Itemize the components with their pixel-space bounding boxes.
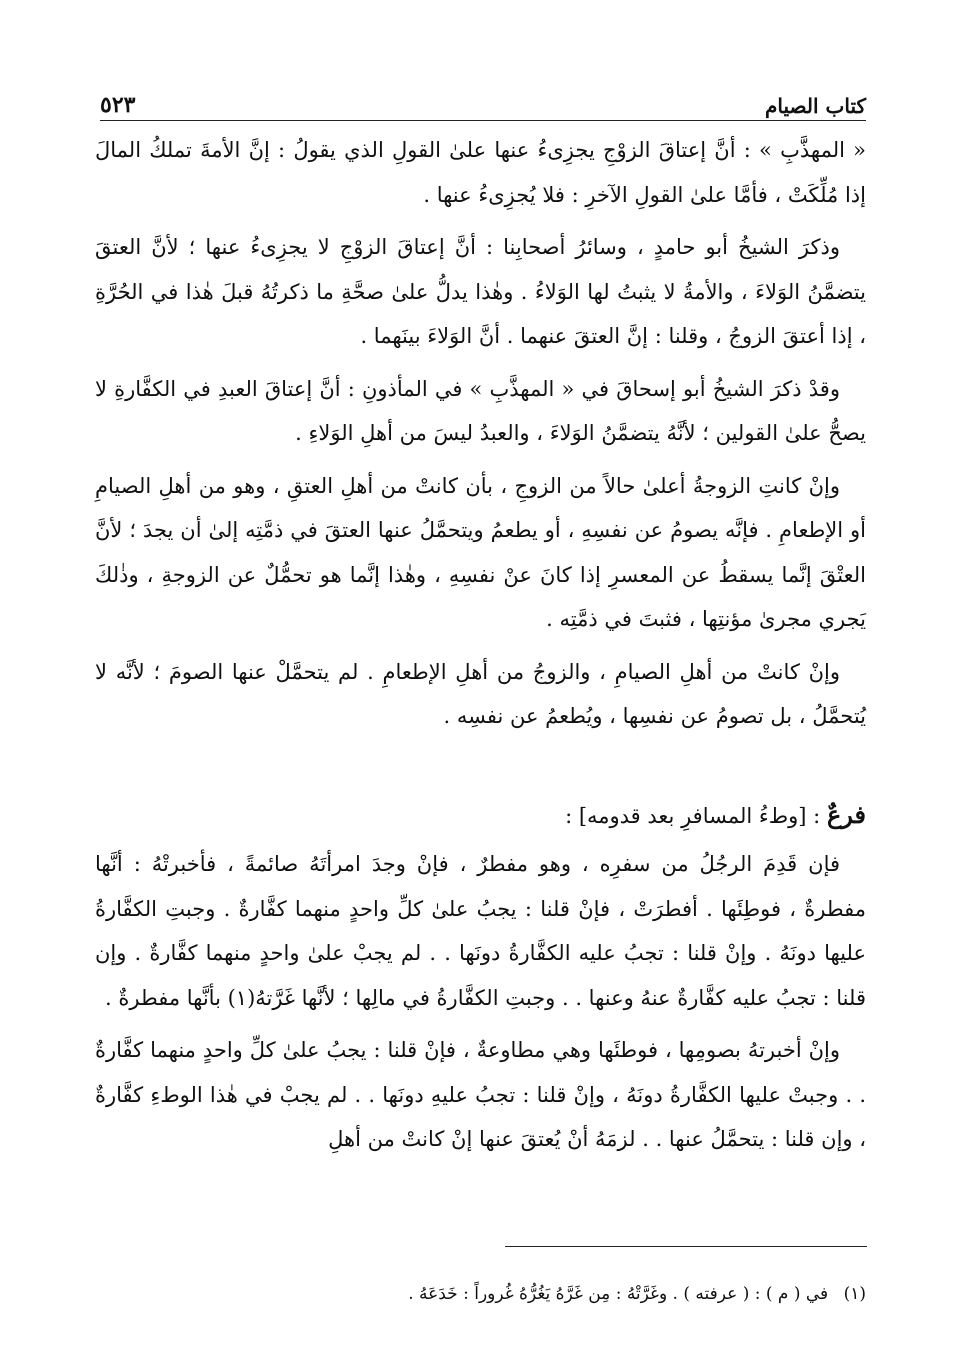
main-text	[95, 128, 866, 1170]
section-title: : [وطءُ المسافرِ بعد قدومه] :	[565, 803, 821, 828]
section-label: فرعٌ	[826, 799, 866, 829]
running-title: كتاب الصيام	[765, 94, 866, 118]
paragraph: فإن قَدِمَ الرجُلُ من سفرِه ، وهو مفطرٌ ، فإنْ وجدَ امرأتَهُ صائمةً ، فأخبرتْهُ : أنَّها مفطرةٌ ، فوطِئَها . أفطرَتْ ، فإنْ قلنا : يجبُ علىٰ كلِّ واحدٍ منهما كفَّارةٌ . وجبتِ الكفَّارةُ عليها دونَهُ . وإنْ قلنا : تجبُ عليه الكفَّارةُ دونَها . . لم يجبْ علىٰ واحدٍ منهما كفَّارةٌ . وإن قلنا : تجبُ عليه كفَّارةٌ عنهُ وعنها . . وجبتِ الكفَّارةُ في مالِها ؛ لأنَّها غَرَّتهُ(١) بأنَّها مفطرةٌ .	[95, 852, 866, 1010]
footnote-number: (١)	[843, 1284, 866, 1304]
paragraph: وإنْ كانتِ الزوجةُ أعلىٰ حالاً من الزوجِ ، بأن كانتْ من أهلِ العتقِ ، وهو من أهلِ الصيامِ أو الإطعامِ . فإنَّه يصومُ عن نفسِهِ ، أو يطعمُ ويتحمَّلُ عنها العتقَ في ذمَّتِه إلىٰ أن يجدَ ؛ لأنَّ العتْقَ إنَّما يسقطُ عن المعسرِ إذا كانَ عنْ نفسِهِ ، وهٰذا إنَّما هو تحمُّلٌ عن الزوجةِ ، وذٰلكَ يَجري مجرىٰ مؤنتِها ، فثبتَ في ذمَّتِه .	[95, 473, 866, 631]
paragraph: « المهذَّبِ » : أنَّ إعتاقَ الزوْجِ يجزِىءُ عنها علىٰ القولِ الذي يقولُ : إنَّ الأمةَ تملكُ المالَ إذا مُلِّكَتْ ، فأمَّا علىٰ القولِ الآخرِ : فلا يُجزِىءُ عنها .	[95, 138, 866, 207]
header-rule	[100, 120, 866, 121]
footnote-text: في ( م ) : ( عرفته ) . وغَرَّتْهُ : مِن غَرَّهُ يَغُرُّهُ غُروراً : خَدَعَهُ .	[408, 1284, 829, 1304]
footnote	[95, 1280, 866, 1308]
paragraph: وقدْ ذكرَ الشيخُ أبو إسحاقَ في « المهذَّبِ » في المأذونِ : أنَّ إعتاقَ العبدِ في الكفَّارةِ لا يصحُّ علىٰ القولين ؛ لأنَّهُ يتضمَّنُ الوَلاءَ ، والعبدُ ليسَ من أهلِ الوَلاءِ .	[95, 376, 866, 445]
paragraph: وذكرَ الشيخُ أبو حامدٍ ، وسائرُ أصحابِنا : أنَّ إعتاقَ الزوْجِ لا يجزِىءُ عنها ؛ لأنَّ العتقَ يتضمَّنُ الوَلاءَ ، والأمةُ لا يثبتُ لها الوَلاءُ . وهٰذا يدلُّ علىٰ صحَّةِ ما ذكرتُهُ قبلَ هٰذا في الحُرَّةِ ، إذا أعتقَ الزوجُ ، وقلنا : إنَّ العتقَ عنهما . أنَّ الوَلاءَ بينَهما .	[95, 235, 866, 348]
paragraph: وإنْ أخبرتهُ بصومِها ، فوطئَها وهي مطاوعةٌ ، فإنْ قلنا : يجبُ علىٰ كلِّ واحدٍ منهما كفَّارةٌ . . وجبتْ عليها الكفَّارةُ دونَهُ ، وإنْ قلنا : تجبُ عليهِ دونَها . . لم يجبْ في هٰذا الوطءِ كفَّارةٌ ، وإن قلنا : يتحمَّلُ عنها . . لزمَهُ أنْ يُعتقَ عنها إنْ كانتْ من أهلِ	[95, 1038, 866, 1151]
paragraph: وإنْ كانتْ من أهلِ الصيامِ ، والزوجُ من أهلِ الإطعامِ . لم يتحمَّلْ عنها الصومَ ؛ لأنَّه لا يُتحمَّلُ ، بل تصومُ عن نفسِها ، ويُطعمُ عن نفسِه .	[95, 659, 866, 728]
page-header	[100, 84, 866, 118]
section-heading	[95, 793, 866, 839]
footnote-rule	[505, 1246, 867, 1247]
page-number: ٥٢٣	[100, 92, 136, 118]
section-gap	[95, 747, 866, 793]
